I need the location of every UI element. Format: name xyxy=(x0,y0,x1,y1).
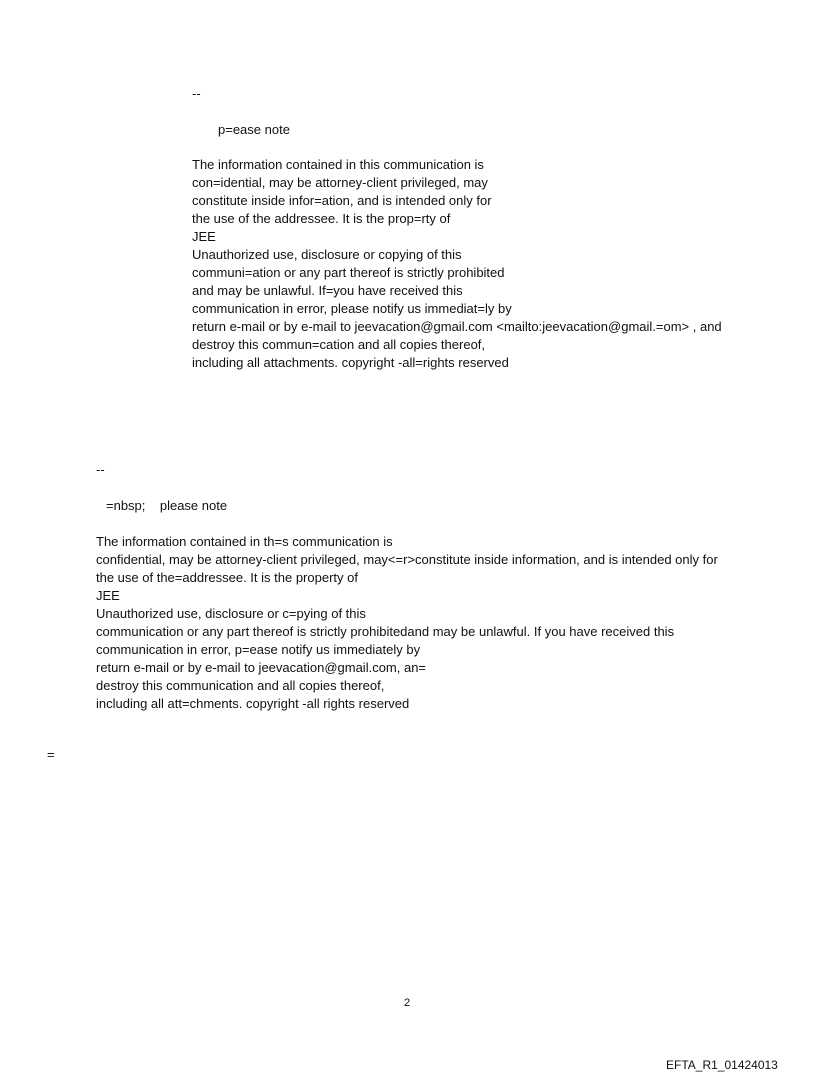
text-line: including all att=chments. copyright -all rights reserved xyxy=(96,696,410,711)
text-line: including all attachments. copyright -all=rights reserved xyxy=(192,355,509,370)
block1-heading: p=ease note xyxy=(218,122,290,137)
text-line: con=idential, may be attorney-client privileged, may xyxy=(192,175,488,190)
text-line: JEE xyxy=(192,229,216,244)
text-line: the use of the addressee. It is the prop=rty of xyxy=(192,211,451,226)
text-line: the use of the=addressee. It is the property of xyxy=(96,570,358,585)
text-line: Unauthorized use, disclosure or c=pying of this xyxy=(96,606,366,621)
text-line: destroy this communication and all copies thereof, xyxy=(96,678,385,693)
text-line: return e-mail or by e-mail to jeevacation@gmail.com, an= xyxy=(96,660,427,675)
block2-separator: -- xyxy=(96,462,105,477)
text-line: JEE xyxy=(96,588,120,603)
text-line: destroy this commun=cation and all copies thereof, xyxy=(192,337,486,352)
text-line: constitute inside infor=ation, and is intended only for xyxy=(192,193,492,208)
text-line: The information contained in th=s communication is xyxy=(96,534,393,549)
block2-heading: =nbsp; please note xyxy=(106,498,228,513)
text-line: The information contained in this communication is xyxy=(192,157,484,172)
page-number: 2 xyxy=(404,997,411,1009)
text-line: communication or any part thereof is strictly prohibitedand may be unlawful. If you have received this xyxy=(96,624,675,639)
text-line: return e-mail or by e-mail to jeevacation@gmail.com <mailto:jeevacation@gmail.=om> , and xyxy=(192,319,722,334)
text-line: Unauthorized use, disclosure or copying of this xyxy=(192,247,462,262)
text-line: communi=ation or any part thereof is strictly prohibited xyxy=(192,265,505,280)
text-line: and may be unlawful. If=you have received this xyxy=(192,283,463,298)
text-line: communication in error, p=ease notify us immediately by xyxy=(96,642,421,657)
block1-separator: -- xyxy=(192,86,201,101)
text-line: confidential, may be attorney-client privileged, may<=r>constitute inside information, and is intended only for xyxy=(96,552,718,567)
document-id: EFTA_R1_01424013 xyxy=(666,1058,778,1072)
text-line: communication in error, please notify us immediat=ly by xyxy=(192,301,512,316)
trailing-equals-mark: = xyxy=(47,747,55,762)
